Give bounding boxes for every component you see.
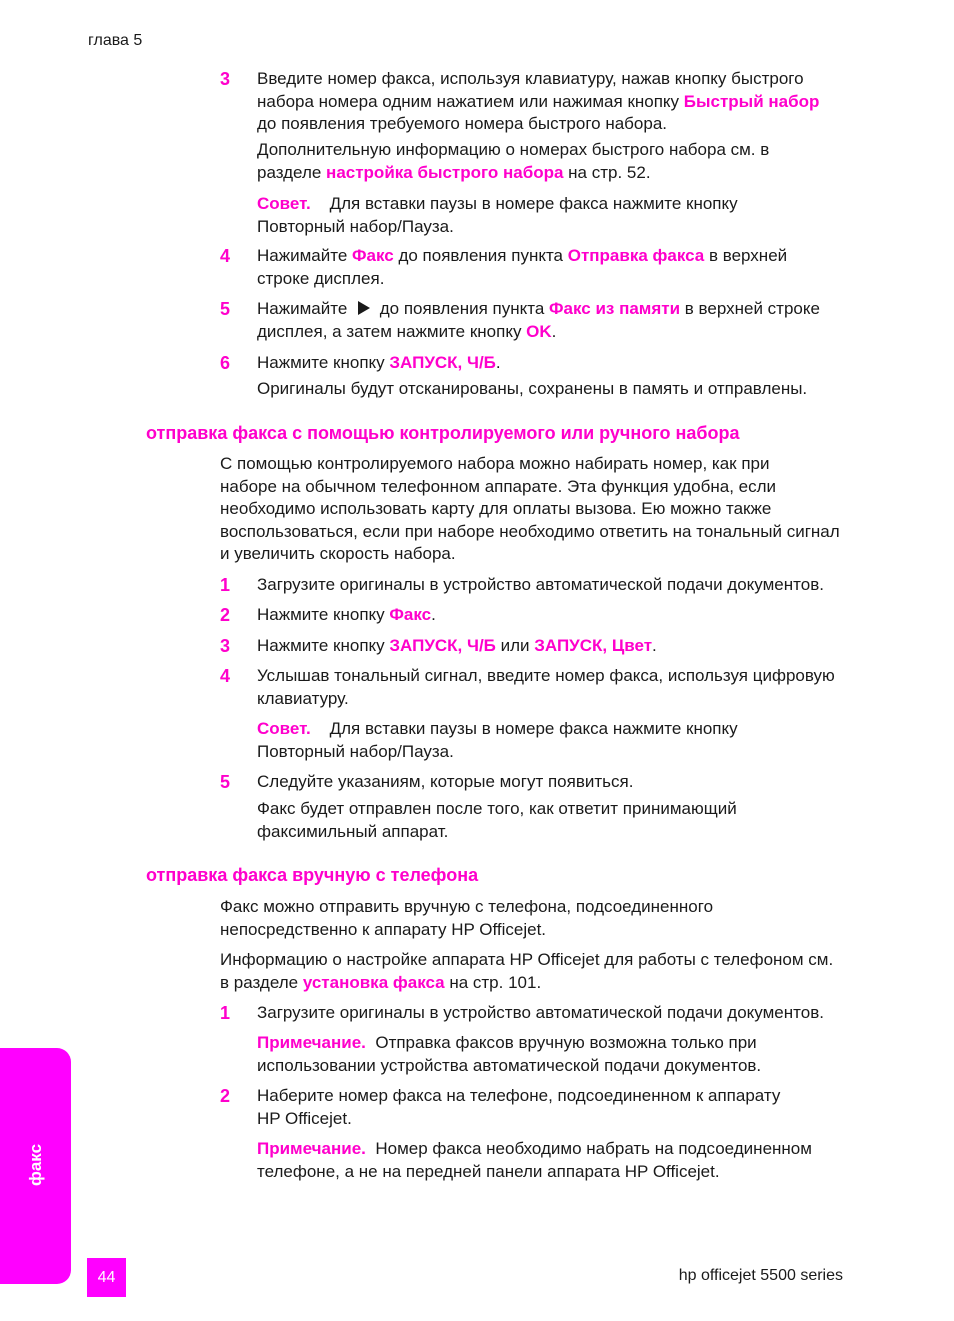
step-text: Нажимайте до появления пункта Факс из памяти в верхней строке дисплея, а затем нажмите кнопку OK. — [257, 299, 820, 341]
side-tab-label: факс — [26, 1143, 45, 1187]
step-text: Нажмите кнопку Факс. — [257, 605, 436, 624]
paragraph: С помощью контролируемого набора можно набирать номер, как при наборе на обычном телефонном аппарате. Эта функция удобна, если необходимо использовать карту для оплаты вызова. Ею можно также воспользоваться, если при наборе необходимо ответить на тональный сигнал и увеличить скорость набора. — [220, 454, 840, 563]
step-number: 6 — [220, 353, 231, 373]
page-number: 44 — [87, 1258, 126, 1297]
section-heading: отправка факса с помощью контролируемого или ручного набора — [146, 423, 740, 443]
step-number: 4 — [220, 246, 231, 266]
step-number: 5 — [220, 299, 231, 319]
key-quick-dial: Быстрый набор — [683, 91, 820, 111]
step-note: Дополнительную информацию о номерах быстрого набора см. в разделе настройка быстрого набора на стр. 52. — [257, 140, 770, 182]
step-number: 5 — [220, 772, 231, 792]
tip-label: Совет. — [257, 719, 311, 738]
note-label: Примечание. — [257, 1033, 366, 1052]
right-arrow-icon — [358, 301, 370, 315]
step-note: Факс будет отправлен после того, как ответит принимающий факсимильный аппарат. — [257, 799, 737, 841]
step-note: Оригиналы будут отсканированы, сохранены в память и отправлены. — [257, 379, 808, 398]
step-text: Следуйте указаниям, которые могут появиться. — [257, 772, 634, 791]
step-number: 1 — [220, 575, 231, 595]
step-number: 2 — [220, 1086, 231, 1106]
step-text: Нажмите кнопку ЗАПУСК, Ч/Б или ЗАПУСК, Цвет. — [257, 636, 657, 655]
tip-label: Совет. — [257, 194, 311, 213]
step-number: 2 — [220, 605, 231, 625]
paragraph: Информацию о настройке аппарата HP Officejet для работы с телефоном см. в разделе установка факса на стр. 101. — [220, 950, 834, 992]
running-head: глава 5 — [88, 32, 143, 49]
step-text: Введите номер факса, используя клавиатуру, нажав кнопку быстрого набора номера одним нажатием или нажимая кнопку Быстрый набор до появления требуемого номера быстрого набора. — [257, 69, 820, 133]
step-text: Наберите номер факса на телефоне, подсоединенном к аппарату HP Officejet. — [257, 1086, 781, 1128]
step-number: 1 — [220, 1003, 231, 1023]
step-text: Загрузите оригиналы в устройство автоматической подачи документов. — [257, 1003, 824, 1022]
paragraph: Факс можно отправить вручную с телефона, подсоединенного непосредственно к аппарату HP Officejet. — [220, 897, 714, 939]
step-text: Услышав тональный сигнал, введите номер факса, используя цифровую клавиатуру. — [257, 666, 835, 708]
tip: Совет. Для вставки паузы в номере факса нажмите кнопку Повторный набор/Паузa. — [257, 719, 738, 761]
note: Примечание. Номер факса необходимо набрать на подсоединенном телефоне, а не на передней панели аппарата HP Officejet. — [257, 1139, 812, 1181]
link-fax-setup[interactable]: установка факса — [302, 972, 445, 992]
step-number: 3 — [220, 636, 231, 656]
note: Примечание. Отправка факсов вручную возможна только при использовании устройства автоматической подачи документов. — [257, 1033, 762, 1075]
note-label: Примечание. — [257, 1139, 366, 1158]
link-quick-dial-setup[interactable]: настройка быстрого набора — [326, 162, 564, 182]
step-text: Нажимайте Факс до появления пункта Отправка факса в верхней строке дисплея. — [257, 246, 788, 288]
section-heading: отправка факса вручную с телефона — [146, 865, 479, 885]
step-text: Нажмите кнопку ЗАПУСК, Ч/Б. — [257, 353, 501, 372]
step-number: 3 — [220, 69, 231, 89]
step-number: 4 — [220, 666, 231, 686]
tip: Совет. Для вставки паузы в номере факса нажмите кнопку Повторный набор/Паузa. — [257, 194, 738, 236]
step-text: Загрузите оригиналы в устройство автоматической подачи документов. — [257, 575, 824, 594]
footer-product-name: hp officejet 5500 series — [678, 1267, 843, 1284]
